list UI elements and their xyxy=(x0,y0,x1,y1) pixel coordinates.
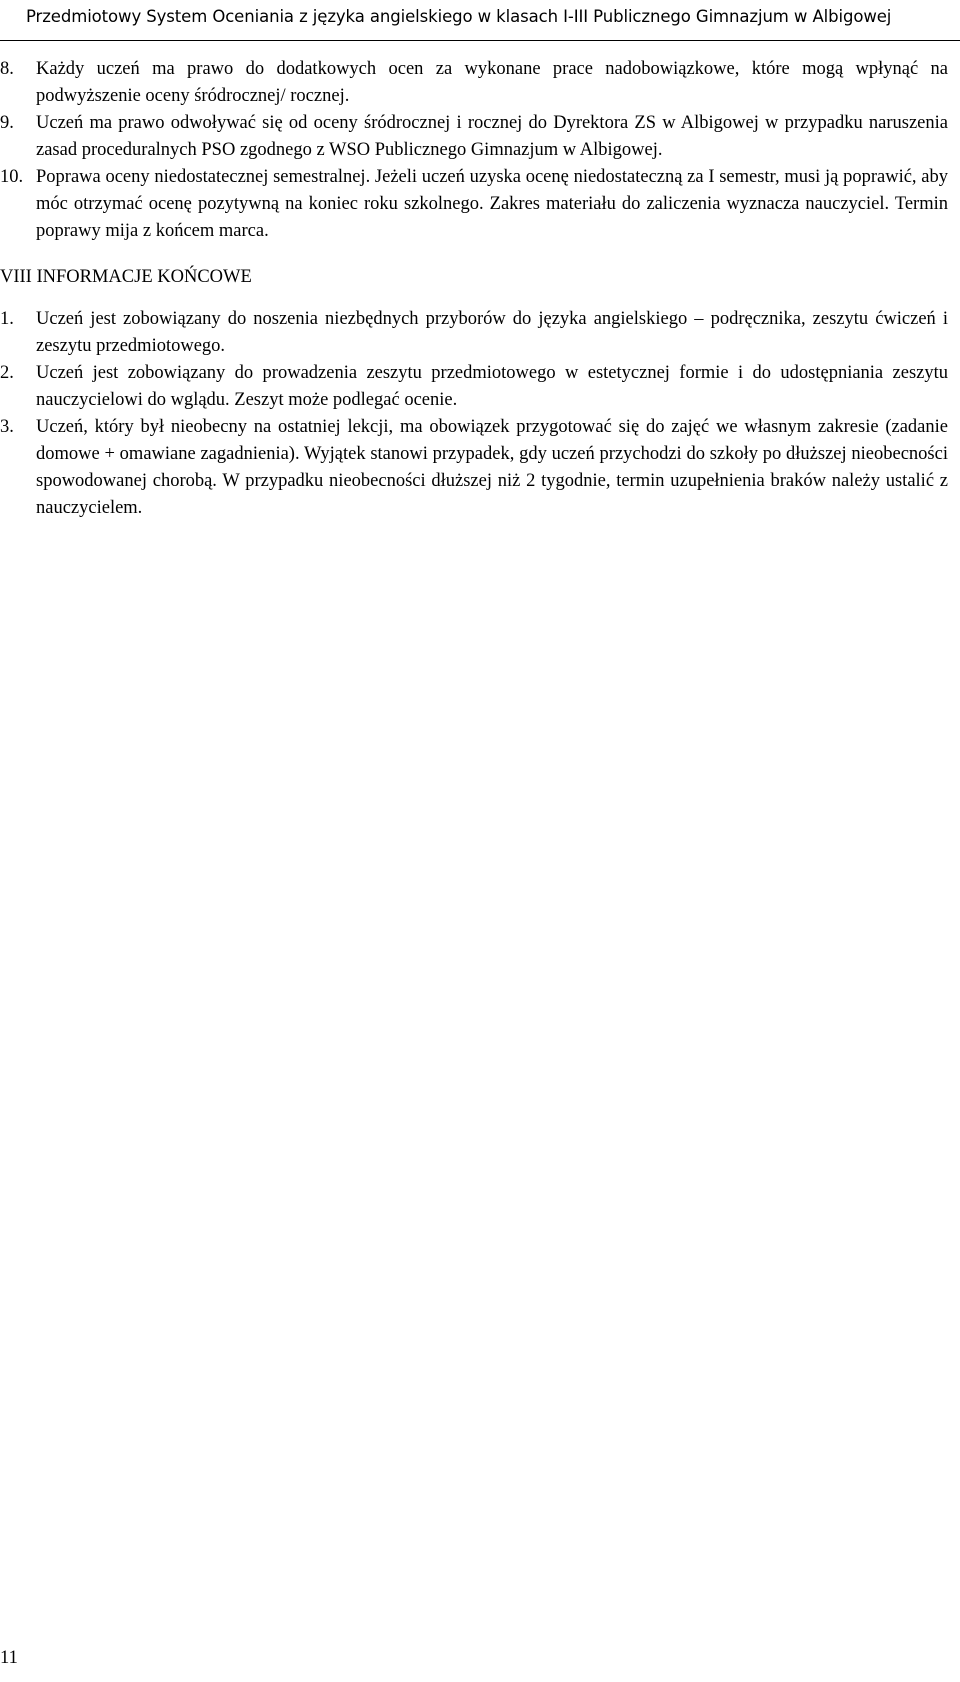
item-number: 8. xyxy=(0,59,14,79)
item-text: Uczeń jest zobowiązany do noszenia niezbędnych przyborów do języka angielskiego – podręcznika, zeszytu ćwiczeń i zeszytu przedmiotowego. xyxy=(36,309,948,356)
list-item xyxy=(0,360,948,414)
item-text: Uczeń jest zobowiązany do prowadzenia zeszytu przedmiotowego w estetycznej formie i do udostępniania zeszytu nauczycielowi do wglądu. Zeszyt może podlegać ocenie. xyxy=(36,363,948,410)
list-item xyxy=(0,306,948,360)
item-text: Poprawa oceny niedostatecznej semestralnej. Jeżeli uczeń uzyska ocenę niedostateczną za I semestr, musi ją poprawić, aby móc otrzymać ocenę pozytywną na koniec roku szkolnego. Zakres materiału do zaliczenia wyznacza nauczyciel. Termin poprawy mija z końcem marca. xyxy=(36,167,948,241)
list-item xyxy=(0,110,948,164)
item-text: Uczeń ma prawo odwoływać się od oceny śródrocznej i rocznej do Dyrektora ZS w Albigowej w przypadku naruszenia zasad proceduralnych PSO zgodnego z WSO Publicznego Gimnazjum w Albigowej. xyxy=(36,113,948,160)
document-body xyxy=(0,56,948,522)
item-number: 10. xyxy=(0,167,24,187)
page-header: Przedmiotowy System Oceniania z języka angielskiego w klasach I-III Publicznego Gimnazjum w Albigowej xyxy=(26,7,892,26)
list-item xyxy=(0,56,948,110)
item-number: 2. xyxy=(0,363,14,383)
section-heading: VIII INFORMACJE KOŃCOWE xyxy=(0,267,252,287)
list-item xyxy=(0,414,948,522)
item-text: Każdy uczeń ma prawo do dodatkowych ocen za wykonane prace nadobowiązkowe, które mogą wpłynąć na podwyższenie oceny śródrocznej/ rocznej. xyxy=(36,59,948,106)
item-number: 3. xyxy=(0,417,14,437)
header-rule xyxy=(0,40,960,41)
page-number: 11 xyxy=(0,1648,18,1668)
item-text: Uczeń, który był nieobecny na ostatniej lekcji, ma obowiązek przygotować się do zajęć we własnym zakresie (zadanie domowe + omawiane zagadnienia). Wyjątek stanowi przypadek, gdy uczeń przychodzi do szkoły po dłuższej nieobecności spowodowanej chorobą. W przypadku nieobecności dłuższej niż 2 tygodnie, termin uzupełnienia braków należy ustalić z nauczycielem. xyxy=(36,417,948,518)
item-number: 1. xyxy=(0,309,14,329)
item-number: 9. xyxy=(0,113,14,133)
list-item xyxy=(0,164,948,245)
